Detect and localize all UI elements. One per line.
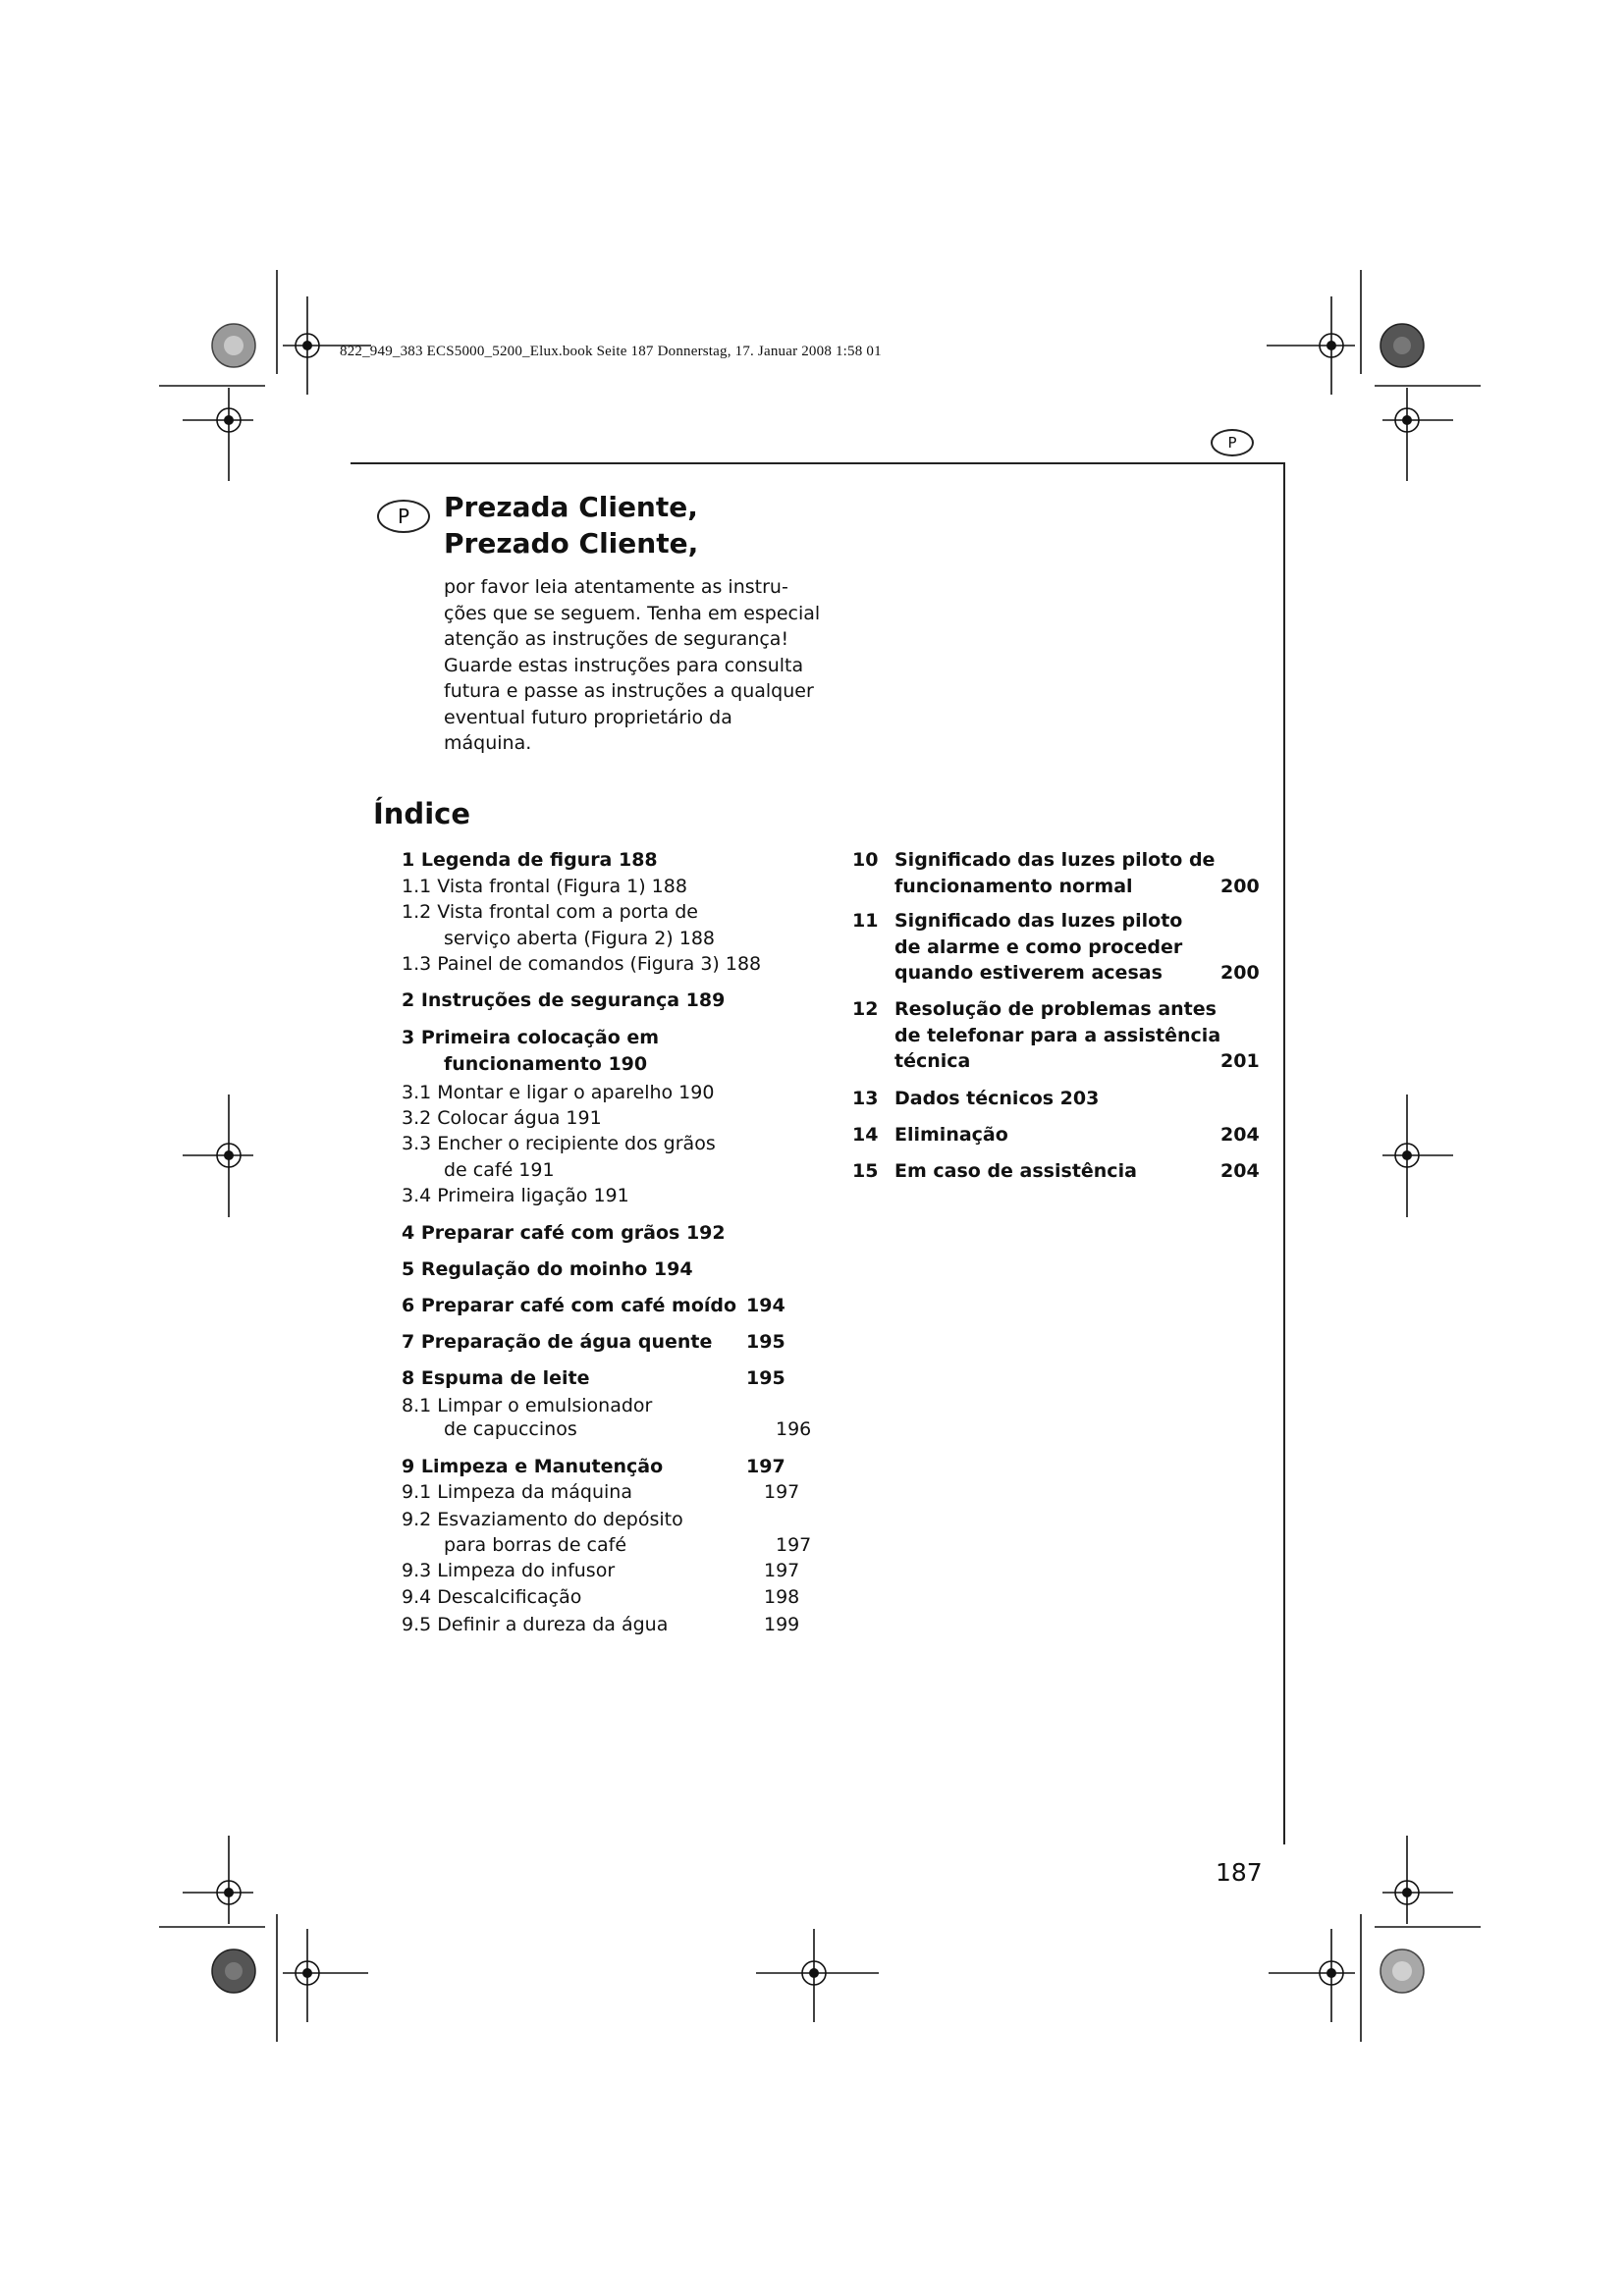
registration-target-icon bbox=[1269, 1929, 1355, 2022]
toc-entry-number: 10 bbox=[852, 849, 879, 871]
toc-entry: 3.1 Montar e ligar o aparelho 190 bbox=[402, 1082, 715, 1103]
toc-entry-page: 197 bbox=[776, 1534, 812, 1556]
toc-entry: 9 Limpeza e Manutenção bbox=[402, 1456, 664, 1477]
frame-right-rule bbox=[1283, 462, 1285, 1844]
registration-target-icon bbox=[1382, 388, 1453, 481]
toc-entry-number: 11 bbox=[852, 910, 879, 932]
calibration-disc-icon bbox=[212, 324, 255, 367]
toc-entry-page: 197 bbox=[764, 1560, 800, 1581]
greeting-title bbox=[444, 489, 698, 561]
toc-entry-page: 197 bbox=[746, 1456, 785, 1477]
toc-entry: Significado das luzes piloto de bbox=[894, 849, 1216, 871]
toc-entry-page: 196 bbox=[776, 1418, 812, 1440]
intro-line: Guarde estas instruções para consulta bbox=[444, 654, 804, 676]
greeting-title-line: Prezado Cliente, bbox=[444, 527, 699, 560]
intro-line: atenção as instruções de segurança! bbox=[444, 628, 789, 650]
toc-entry-page: 194 bbox=[746, 1295, 785, 1316]
toc-entry: 9.5 Definir a dureza da água bbox=[402, 1614, 669, 1635]
registration-target-icon bbox=[183, 1095, 253, 1217]
intro-line: por favor leia atentamente as instru- bbox=[444, 576, 788, 598]
toc-entry: 9.1 Limpeza da máquina bbox=[402, 1481, 632, 1503]
toc-entry: funcionamento 190 bbox=[444, 1053, 648, 1075]
toc-entry: 5 Regulação do moinho 194 bbox=[402, 1258, 693, 1280]
toc-entry: 6 Preparar café com café moído bbox=[402, 1295, 737, 1316]
toc-entry: 1.1 Vista frontal (Figura 1) 188 bbox=[402, 876, 687, 897]
toc-entry-number: 12 bbox=[852, 998, 879, 1020]
registration-target-icon bbox=[183, 1836, 253, 1924]
toc-entry: 9.3 Limpeza do infusor bbox=[402, 1560, 616, 1581]
calibration-disc-icon bbox=[1380, 324, 1424, 367]
toc-entry: quando estiverem acesas bbox=[894, 962, 1163, 984]
toc-entry: de capuccinos bbox=[444, 1418, 577, 1440]
toc-entry: 3.4 Primeira ligação 191 bbox=[402, 1185, 629, 1206]
toc-entry: Em caso de assistência bbox=[894, 1160, 1137, 1182]
toc-entry-page: 204 bbox=[1220, 1160, 1260, 1182]
toc-entry-number: 13 bbox=[852, 1088, 879, 1109]
toc-entry: 1.2 Vista frontal com a porta de bbox=[402, 901, 698, 923]
toc-entry: de telefonar para a assistência bbox=[894, 1024, 1221, 1046]
toc-entry-page: 200 bbox=[1220, 962, 1260, 984]
toc-entry: 3 Primeira colocação em bbox=[402, 1027, 660, 1048]
toc-entry-page: 198 bbox=[764, 1586, 800, 1608]
toc-entry: 3.3 Encher o recipiente dos grãos bbox=[402, 1133, 716, 1154]
toc-entry: 2 Instruções de segurança 189 bbox=[402, 989, 726, 1011]
registration-target-icon bbox=[1267, 296, 1355, 395]
toc-entry: técnica bbox=[894, 1050, 971, 1072]
toc-entry-page: 197 bbox=[764, 1481, 800, 1503]
intro-paragraph bbox=[444, 574, 821, 757]
toc-entry: Significado das luzes piloto bbox=[894, 910, 1183, 932]
toc-entry: 4 Preparar café com grãos 192 bbox=[402, 1222, 726, 1244]
page-number: 187 bbox=[1216, 1858, 1263, 1887]
toc-heading: Índice bbox=[373, 797, 470, 830]
registration-target-icon bbox=[183, 388, 253, 481]
toc-entry-page: 195 bbox=[746, 1367, 785, 1389]
toc-entry: de alarme e como proceder bbox=[894, 935, 1183, 958]
toc-entry: para borras de café bbox=[444, 1534, 627, 1556]
toc-entry: Resolução de problemas antes bbox=[894, 998, 1217, 1020]
intro-line: eventual futuro proprietário da bbox=[444, 706, 732, 728]
toc-entry: 8.1 Limpar o emulsionador bbox=[402, 1395, 653, 1416]
registration-target-icon bbox=[283, 1929, 368, 2022]
file-info-header: 822_949_383 ECS5000_5200_Elux.book Seite 187 Donnerstag, 17. Januar 2008 1:58 01 bbox=[340, 344, 882, 359]
toc-entry: 9.2 Esvaziamento do depósito bbox=[402, 1509, 683, 1530]
toc-entry-page: 200 bbox=[1220, 875, 1260, 897]
toc-entry: funcionamento normal bbox=[894, 875, 1133, 897]
intro-line: ções que se seguem. Tenha em especial bbox=[444, 602, 821, 624]
toc-entry-page: 199 bbox=[764, 1614, 800, 1635]
toc-entry-number: 14 bbox=[852, 1124, 879, 1146]
toc-entry-page: 204 bbox=[1220, 1124, 1260, 1146]
toc-entry: 1.3 Painel de comandos (Figura 3) 188 bbox=[402, 953, 762, 975]
intro-line: máquina. bbox=[444, 732, 532, 754]
language-badge: P bbox=[1211, 429, 1254, 456]
toc-entry: de café 191 bbox=[444, 1159, 555, 1181]
toc-entry-number: 15 bbox=[852, 1160, 879, 1182]
intro-line: futura e passe as instruções a qualquer bbox=[444, 680, 814, 702]
registration-target-icon bbox=[1382, 1095, 1453, 1217]
greeting-title-line: Prezada Cliente, bbox=[444, 491, 698, 523]
toc-entry: 9.4 Descalcificação bbox=[402, 1586, 582, 1608]
toc-entry: 3.2 Colocar água 191 bbox=[402, 1107, 602, 1129]
toc-entry: serviço aberta (Figura 2) 188 bbox=[444, 928, 716, 949]
registration-target-icon bbox=[1382, 1836, 1453, 1924]
toc-entry: 8 Espuma de leite bbox=[402, 1367, 590, 1389]
language-badge-intro: P bbox=[377, 500, 430, 533]
toc-entry-page: 201 bbox=[1220, 1050, 1260, 1072]
calibration-disc-icon bbox=[212, 1949, 255, 1993]
toc-entry: 7 Preparação de água quente bbox=[402, 1331, 713, 1353]
toc-entry: 1 Legenda de figura 188 bbox=[402, 849, 658, 871]
calibration-disc-icon bbox=[1380, 1949, 1424, 1993]
toc-entry: Eliminação bbox=[894, 1124, 1008, 1146]
toc-entry-page: 195 bbox=[746, 1331, 785, 1353]
frame-top-rule bbox=[351, 462, 1283, 464]
toc-entry: Dados técnicos 203 bbox=[894, 1088, 1100, 1109]
